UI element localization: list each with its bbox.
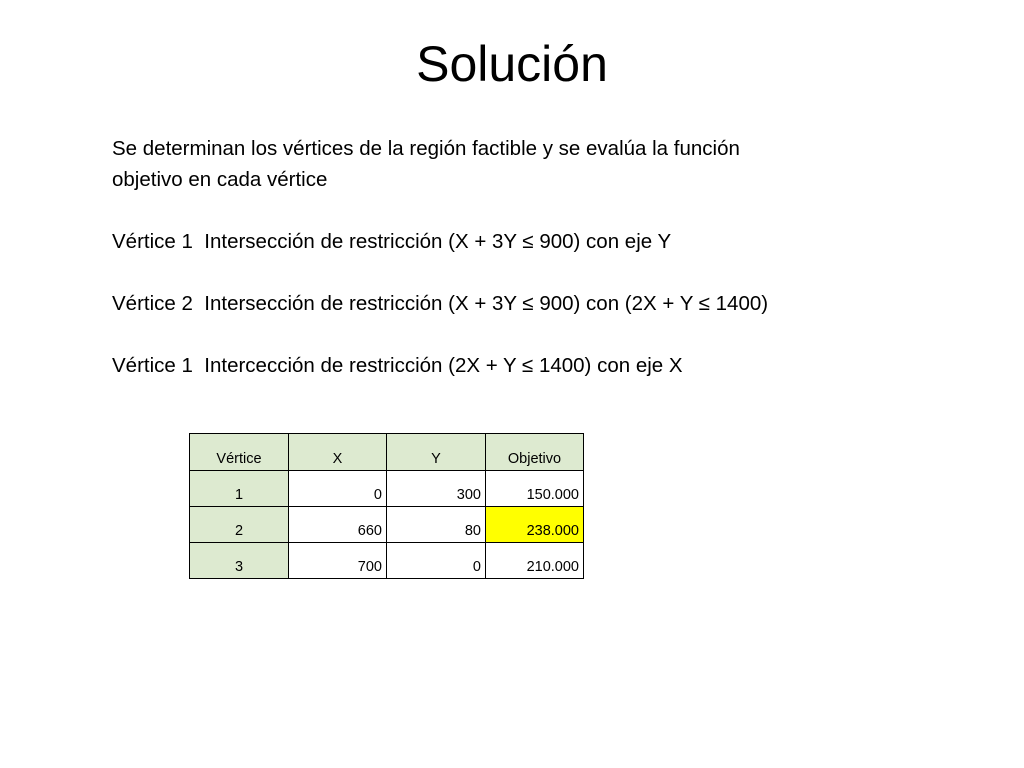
vertex-3-description: Vértice 1 Intercección de restricción (2X + Y ≤ 1400) con eje X xyxy=(112,354,683,377)
cell-x: 660 xyxy=(289,507,387,543)
header-vertice: Vértice xyxy=(190,434,289,471)
cell-x: 700 xyxy=(289,543,387,579)
intro-line-1: Se determinan los vértices de la región factible y se evalúa la función xyxy=(112,137,740,160)
cell-vertice: 3 xyxy=(190,543,289,579)
cell-objetivo: 150.000 xyxy=(486,471,584,507)
cell-objetivo: 210.000 xyxy=(486,543,584,579)
intro-line-2: objetivo en cada vértice xyxy=(112,168,328,191)
table-row xyxy=(190,471,584,507)
table-header-row xyxy=(190,434,584,471)
cell-vertice: 2 xyxy=(190,507,289,543)
cell-objetivo-optimal: 238.000 xyxy=(486,507,584,543)
header-objetivo: Objetivo xyxy=(486,434,584,471)
header-x: X xyxy=(289,434,387,471)
slide-title: Solución xyxy=(416,36,608,92)
cell-vertice: 1 xyxy=(190,471,289,507)
slide-body xyxy=(112,133,892,381)
vertex-2-description: Vértice 2 Intersección de restricción (X + 3Y ≤ 900) con (2X + Y ≤ 1400) xyxy=(112,292,769,315)
header-y: Y xyxy=(387,434,486,471)
cell-y: 0 xyxy=(387,543,486,579)
table-row xyxy=(190,543,584,579)
vertex-1-description: Vértice 1 Intersección de restricción (X + 3Y ≤ 900) con eje Y xyxy=(112,230,672,253)
vertex-table xyxy=(189,433,584,579)
cell-x: 0 xyxy=(289,471,387,507)
cell-y: 300 xyxy=(387,471,486,507)
table-row xyxy=(190,507,584,543)
cell-y: 80 xyxy=(387,507,486,543)
